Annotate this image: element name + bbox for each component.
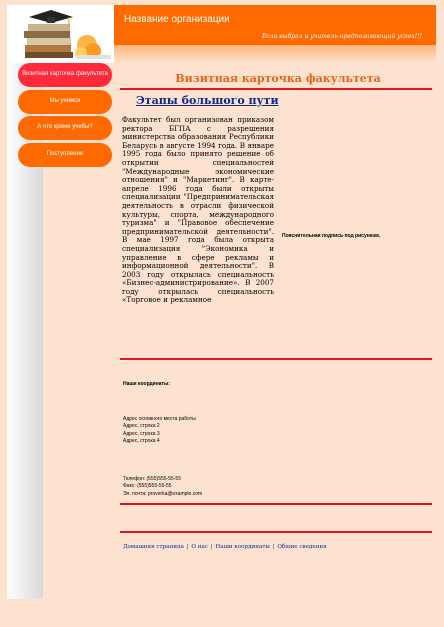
address-line: Адрес, строка 4 <box>123 438 160 445</box>
footer-separator: | <box>186 544 189 550</box>
footer-separator: | <box>272 544 275 550</box>
footer-nav <box>123 544 327 550</box>
footer-link-contacts[interactable]: Наши координаты <box>215 544 270 550</box>
nav-item-label: Визитная карточка факультета <box>22 71 108 78</box>
footer-link-home[interactable]: Домашняя страница <box>123 544 184 550</box>
nav-item-admission[interactable] <box>18 143 112 167</box>
nav-item-beyond-study[interactable] <box>18 116 112 140</box>
phone-number: Телефон: (555)555-55-55 <box>123 476 181 482</box>
image-caption: Пояснительная подпись под рисунком. <box>282 233 381 239</box>
logo-image <box>7 5 114 63</box>
nav-item-faculty-card[interactable] <box>18 63 112 87</box>
footer-link-about[interactable]: О нас <box>191 544 208 550</box>
contacts-title: Наши координаты: <box>123 381 170 387</box>
books-graduation-cap-icon <box>7 5 114 63</box>
article-body: Факультет был организован приказом ректора БГПА с разрешения министерства образования Республики Беларусь в августе 1994 года. В январе 1995 года было принято решение об открытии специальностей "Международные экономические отношения" и "Маркетинг". В карте-апреле 1996 года были открыты специализации "Предпринимательская деятельность в отрасли физической культуры, спорта, международного туризма" и "Правовое обеспечение предпринимательской деятельности". В мае 1997 года была открыта специализация "Экономика и управление в сфере рекламы и информационной деятельности". В 2003 году открылась специальность «Бизнес-администрирование». В 2007 году открылась специальность «Торговое и рекламное <box>122 116 274 305</box>
nav-item-label: А что кроме учебы? <box>37 124 93 131</box>
divider-bottom-2 <box>120 531 432 533</box>
fax-number: Факс: (555)555-55-55 <box>123 483 172 490</box>
email-address[interactable]: Эл. почта: proverka@example.com <box>123 490 203 497</box>
section-heading: Этапы большого пути <box>136 94 279 107</box>
site-header <box>114 5 436 45</box>
divider-top <box>120 88 432 90</box>
nav-item-label: Поступление <box>46 151 84 158</box>
page-title: Визитная карточка факультета <box>175 72 381 85</box>
address-line: Адрес, строка 2 <box>123 423 160 430</box>
footer-separator: | <box>210 544 213 550</box>
address-block <box>123 416 196 446</box>
header-fade <box>114 45 436 63</box>
header-tagline: Если выбрал и учитель-предполагающий успех!!! <box>261 33 422 40</box>
nav-item-we-study[interactable] <box>18 90 112 114</box>
address-line: Адрес основного места работы <box>123 416 196 422</box>
divider-bottom-1 <box>120 503 432 505</box>
footer-link-general-info[interactable]: Общие сведения <box>277 544 327 550</box>
divider-middle <box>120 358 432 360</box>
nav-item-label: Мы учимся <box>49 98 81 105</box>
organization-name: Название организации <box>124 14 230 25</box>
address-line: Адрес, строка 3 <box>123 430 160 437</box>
phone-block <box>123 476 202 498</box>
